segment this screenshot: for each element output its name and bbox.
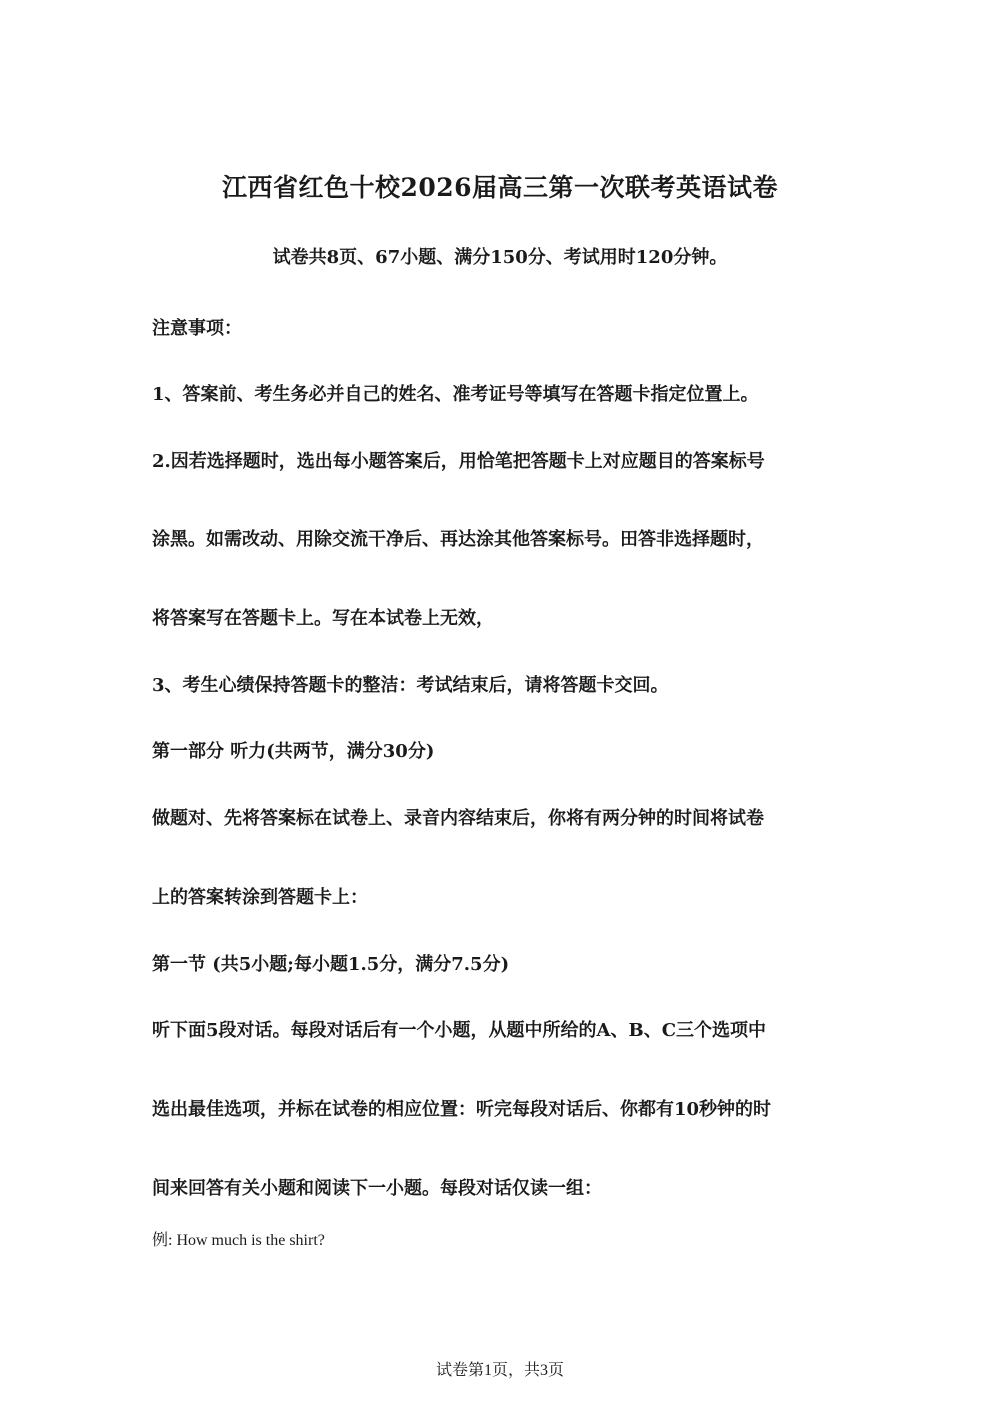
- part1-intro-line: 上的答案转涂到答题卡上：: [152, 887, 368, 908]
- notice-heading: 注意事项：: [152, 318, 242, 339]
- page-footer: 试卷第1页，共3页: [435, 1362, 564, 1379]
- notice-line: 2.因若选择题时，选出每小题答案后，用恰笔把答题卡上对应题目的答案标号: [152, 451, 765, 472]
- notice-line: 3、考生心绩保持答题卡的整洁：考试结束后，请将答题卡交回。: [152, 675, 669, 696]
- exam-subtitle: 试卷共8页、67小题、满分150分、考试用时120分钟。: [272, 247, 728, 268]
- notice-line: 1、答案前、考生务必并自己的姓名、准考证号等填写在答题卡指定位置上。: [152, 384, 759, 405]
- part1-heading: 第一部分 听力(共两节，满分30分): [152, 741, 435, 762]
- section1-intro-line: 选出最佳选项，并标在试卷的相应位置：听完每段对话后、你都有10秒钟的时: [152, 1099, 772, 1120]
- notice-line: 涂黑。如需改动、用除交流干净后、再达涂其他答案标号。田答非选择题时，: [152, 529, 764, 550]
- exam-title: 江西省红色十校2026届高三第一次联考英语试卷: [221, 173, 779, 202]
- notice-line: 将答案写在答题卡上。写在本试卷上无效，: [152, 608, 494, 629]
- part1-intro-line: 做题对、先将答案标在试卷上、录音内容结束后，你将有两分钟的时间将试卷: [152, 808, 764, 829]
- example-question: 例: How much is the shirt?: [152, 1232, 325, 1249]
- section1-heading: 第一节 (共5小题;每小题1.5分，满分7.5分): [152, 954, 510, 975]
- section1-intro-line: 间来回答有关小题和阅读下一小题。每段对话仅读一组：: [152, 1178, 602, 1199]
- section1-intro-line: 听下面5段对话。每段对话后有一个小题，从题中所给的A、B、C三个选项中: [152, 1020, 767, 1041]
